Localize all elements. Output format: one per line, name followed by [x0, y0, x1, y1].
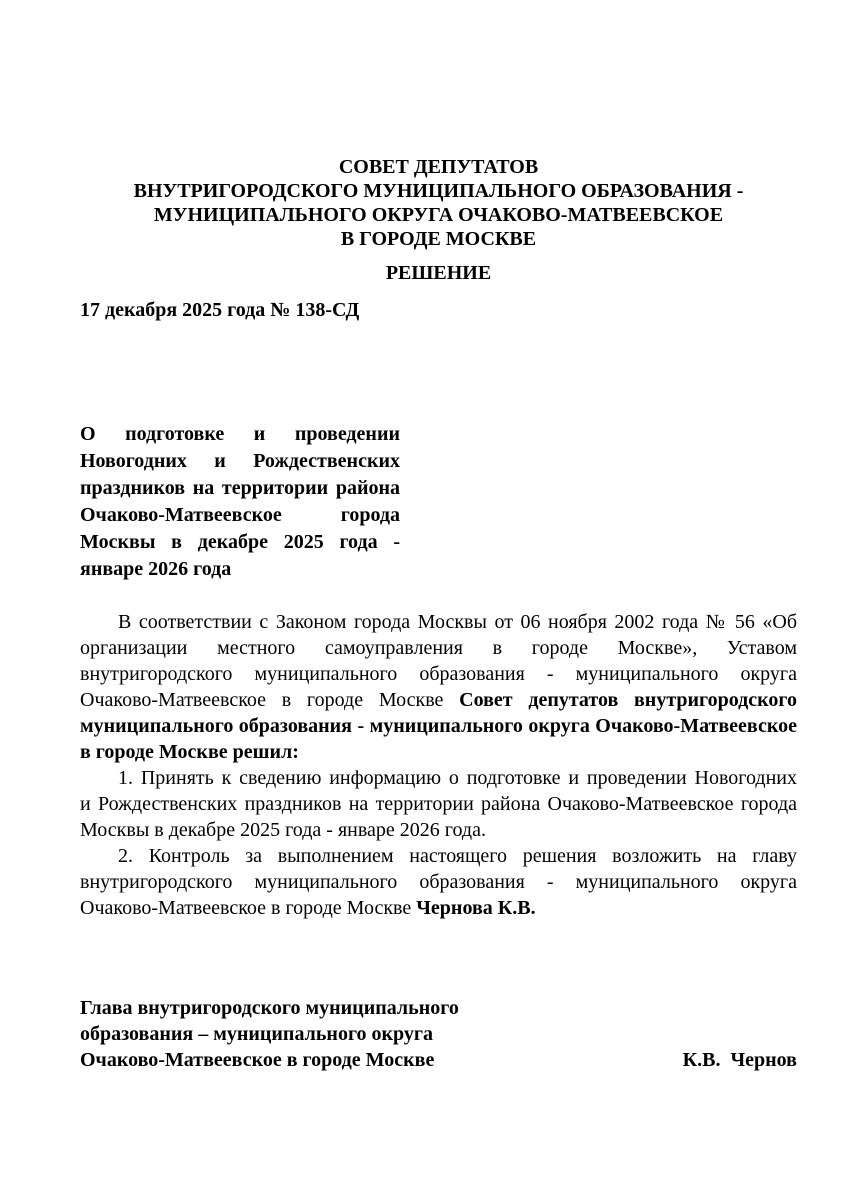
subject-line-6: январе 2026 года — [80, 558, 232, 580]
item-2-line-3 — [80, 895, 797, 921]
subject-line-4: Очаково-Матвеевское города — [80, 504, 400, 526]
signature-position-line-1: Глава внутригородского муниципального — [80, 997, 459, 1019]
resolution-item-1 — [80, 765, 797, 843]
preamble-paragraph — [80, 609, 797, 765]
subject-line-3: праздников на территории района — [80, 477, 400, 499]
signature-block — [80, 995, 797, 1073]
preamble-line-4-regular: Очаково-Матвеевское в городе Москве — [80, 689, 460, 711]
item-1-line-2: и Рождественских праздников на территории района Очаково-Матвеевское города — [80, 793, 797, 815]
org-header-line-1: СОВЕТ ДЕПУТАТОВ — [338, 156, 539, 178]
org-header-line-4: В ГОРОДЕ МОСКВЕ — [340, 228, 537, 250]
preamble-line-4-bold: Совет депутатов внутригородского — [459, 689, 797, 711]
document-type-title: РЕШЕНИЕ — [385, 262, 492, 284]
preamble-line-4 — [80, 687, 797, 713]
preamble-line-2: организации местного самоуправления в городе Москве», Уставом — [80, 637, 797, 659]
signature-position-line-3: Очаково-Матвеевское в городе Москве — [80, 1049, 435, 1071]
signature-position-line-2: образования – муниципального округа — [80, 1023, 433, 1045]
subject-line-2: Новогодних и Рождественских — [80, 450, 400, 472]
preamble-line-6: в городе Москве решил: — [80, 741, 299, 763]
organization-header — [80, 155, 797, 251]
preamble-line-5: муниципального образования - муниципального округа Очаково-Матвеевское — [80, 715, 797, 737]
item-2-line-3-bold: Чернова К.В. — [416, 897, 536, 919]
resolution-item-2 — [80, 843, 797, 921]
resolution-body — [80, 609, 797, 921]
date-number-line: 17 декабря 2025 года № 138-СД — [80, 299, 360, 321]
signature-name: К.В. Чернов — [682, 1049, 797, 1071]
subject-line-1: О подготовке и проведении — [80, 423, 400, 445]
org-header-line-2: ВНУТРИГОРОДСКОГО МУНИЦИПАЛЬНОГО ОБРАЗОВАНИЯ - — [133, 180, 744, 202]
org-header-line-3: МУНИЦИПАЛЬНОГО ОКРУГА ОЧАКОВО-МАТВЕЕВСКОЕ — [153, 204, 724, 226]
signature-position-title — [80, 995, 500, 1073]
item-1-line-3: Москвы в декабре 2025 года - январе 2026 года. — [80, 819, 486, 841]
subject-block — [80, 421, 400, 583]
item-2-line-3-regular: Очаково-Матвеевское в городе Москве — [80, 897, 417, 919]
subject-line-5: Москвы в декабре 2025 года - — [80, 531, 400, 553]
item-2-line-1: 2. Контроль за выполнением настоящего решения возложить на главу — [118, 845, 797, 867]
item-2-line-2: внутригородского муниципального образования - муниципального округа — [80, 871, 797, 893]
preamble-line-1: В соответствии с Законом города Москвы от 06 ноября 2002 года № 56 «Об — [118, 611, 797, 633]
item-1-line-1: 1. Принять к сведению информацию о подготовке и проведении Новогодних — [118, 767, 797, 789]
preamble-line-3: внутригородского муниципального образования - муниципального округа — [80, 663, 797, 685]
